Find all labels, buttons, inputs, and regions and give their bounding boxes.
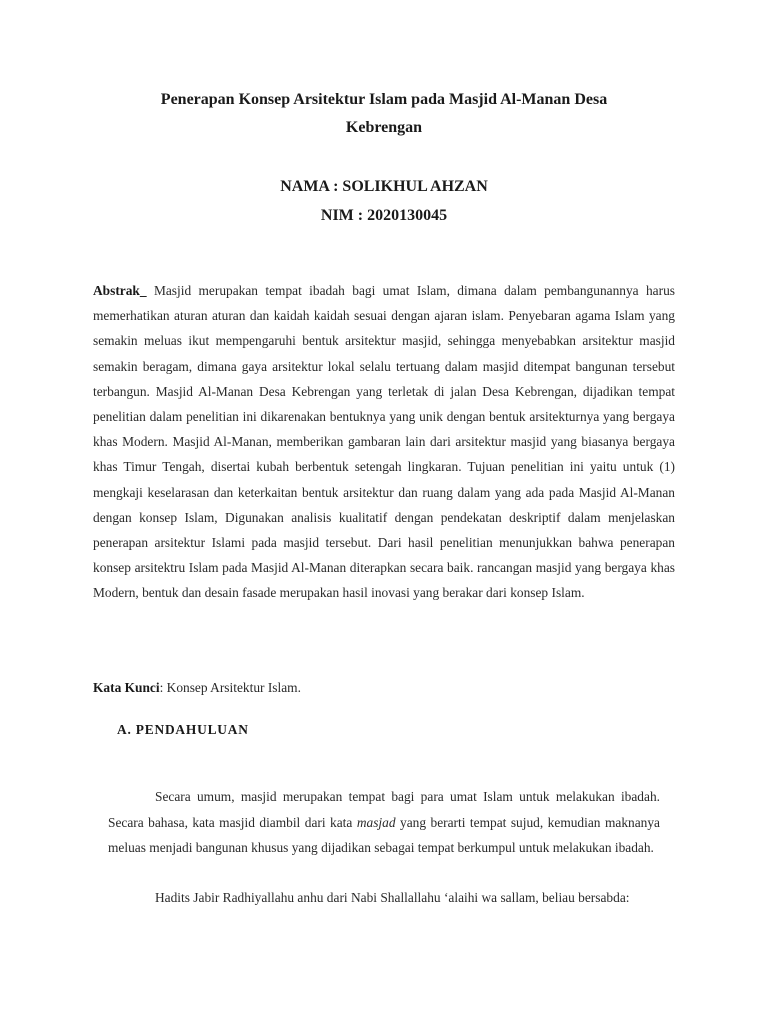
para1-italic-term: masjad: [356, 814, 396, 830]
para1-text-start: Secara umum, masjid merupakan tempat bagi para umat Islam untuk melakukan ibadah. Secara bahasa, kata masjid diambil dari kata: [108, 789, 660, 830]
para1-text-end: yang berarti tempat sujud, kemudian maknanya meluas menjadi bangunan khusus yang dijadikan sebagai tempat berkumpul untuk melakukan ibadah.: [108, 814, 660, 855]
abstract-text: Masjid merupakan tempat ibadah bagi umat Islam, dimana dalam pembangunannya harus memerhatikan aturan aturan dan kaidah kaidah sesuai dengan ajaran islam. Penyebaran agama Islam yang semakin meluas ikut mempengaruhi bentuk arsitektur masjid, sehingga menyebabkan arsitektur masjid semakin beragam, dimana gaya arsitektur lokal selalu tertuang dalam masjid ditempat bangunan tersebut terbangun. Masjid Al-Manan Desa Kebrengan yang terletak di jalan Desa Kebrengan, dijadikan tempat penelitian dalam penelitian ini dikarenakan bentuknya yang unik dengan bentuk arsitekturnya yang bergaya khas Modern. Masjid Al-Manan, memberikan gambaran lain dari arsitektur masjid yang biasanya bergaya khas Timur Tengah, disertai kubah berbentuk setengah lingkaran. Tujuan penelitian ini yaitu untuk (1) mengkaji keselarasan dan keterkaitan bentuk arsitektur dan ruang dalam yang ada pada Masjid Al-Manan dengan konsep Islam, Digunakan analisis kualitatif dengan pendekatan deskriptif dalam menjelaskan penerapan arsitektur Islami pada masjid tersebut. Dari hasil penelitian menunjukkan bahwa penerapan konsep arsitektru Islam pada Masjid Al-Manan diterapkan secara baik. rancangan masjid yang bergaya khas Modern, bentuk dan desain fasade merupakan hasil inovasi yang berakar dari konsep Islam.: [93, 283, 675, 601]
author-name: NAMA : SOLIKHUL AHZAN: [280, 178, 488, 195]
title-line-2: Kebrengan: [345, 119, 423, 136]
document-title: [100, 86, 668, 142]
keywords-label: Kata Kunci: [93, 680, 160, 695]
section-heading-pendahuluan: A. PENDAHULUAN: [117, 722, 249, 737]
intro-paragraph-1: [108, 784, 660, 861]
intro-paragraph-2: Hadits Jabir Radhiyallahu anhu dari Nabi Shallallahu ‘alaihi wa sallam, beliau bersabda:: [155, 890, 630, 905]
abstract-paragraph: [93, 278, 675, 606]
author-nim: NIM : 2020130045: [320, 207, 448, 224]
keywords-line: [93, 676, 675, 700]
keywords-text: : Konsep Arsitektur Islam.: [159, 680, 301, 695]
abstract-label: Abstrak_: [93, 283, 147, 298]
title-line-1: Penerapan Konsep Arsitektur Islam pada Masjid Al-Manan Desa: [160, 91, 608, 108]
